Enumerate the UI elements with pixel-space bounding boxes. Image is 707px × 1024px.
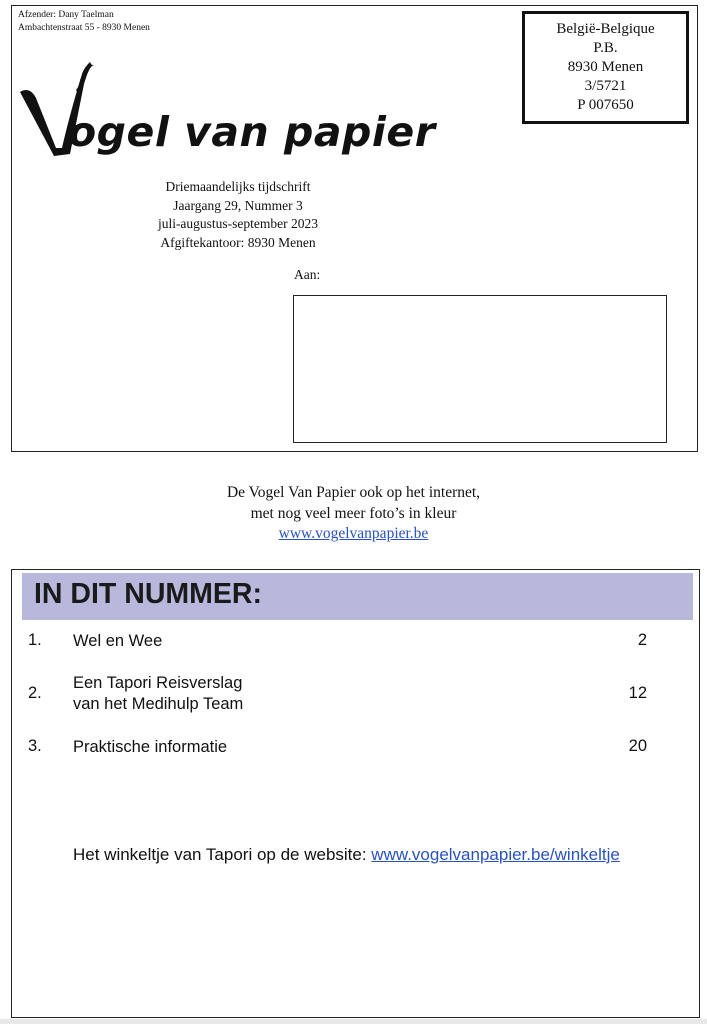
toc-item-1-number: 1.	[28, 631, 42, 649]
recipient-address-box	[293, 295, 667, 443]
postage-stamp-box	[522, 11, 689, 124]
postage-permit: P 007650	[577, 97, 634, 113]
sender-address	[18, 9, 150, 35]
toc-item-3-title: Praktische informatie	[73, 738, 228, 756]
web-notice-line-2: met nog veel meer foto’s in kleur	[250, 504, 457, 522]
sender-line-2: Ambachtenstraat 55 - 8930 Menen	[18, 23, 150, 33]
toc-item-1-page: 2	[637, 631, 647, 649]
toc-item-2-title-line-2: van het Medihulp Team	[73, 695, 244, 713]
publication-period: juli-augustus-september 2023	[157, 216, 319, 231]
postage-country: België-Belgique	[556, 21, 655, 37]
recipient-label: Aan:	[294, 267, 321, 282]
toc-item-2-title-line-1: Een Tapori Reisverslag	[73, 674, 243, 692]
toc-item-1-title: Wel en Wee	[73, 632, 163, 650]
sender-line-1: Afzender: Dany Taelman	[18, 10, 114, 20]
postage-pb: P.B.	[593, 40, 618, 56]
publication-info	[118, 178, 358, 252]
publication-office: Afgiftekantoor: 8930 Menen	[160, 234, 316, 250]
publication-issue: Jaargang 29, Nummer 3	[173, 197, 303, 213]
toc-item-3-number: 3.	[28, 737, 42, 755]
shop-note	[73, 845, 620, 865]
website-link[interactable]: www.vogelvanpapier.be	[278, 525, 429, 542]
publication-frequency: Driemaandelijks tijdschrift	[165, 179, 311, 194]
web-notice-line-1: De Vogel Van Papier ook op het internet,	[226, 484, 481, 501]
postage-code: 3/5721	[584, 78, 627, 94]
postage-city: 8930 Menen	[567, 59, 644, 75]
shop-link[interactable]: www.vogelvanpapier.be/winkeltje	[371, 845, 620, 864]
web-notice	[0, 483, 707, 545]
page-edge	[0, 1019, 707, 1024]
contents-heading: IN DIT NUMMER:	[34, 578, 262, 610]
logo-wordmark: ogel van papier	[68, 108, 436, 156]
toc-item-3-page: 20	[628, 737, 647, 755]
toc-item-2-page: 12	[628, 684, 647, 702]
toc-item-2-number: 2.	[28, 684, 42, 702]
shop-note-text: Het winkeltje van Tapori op de website:	[73, 845, 372, 864]
